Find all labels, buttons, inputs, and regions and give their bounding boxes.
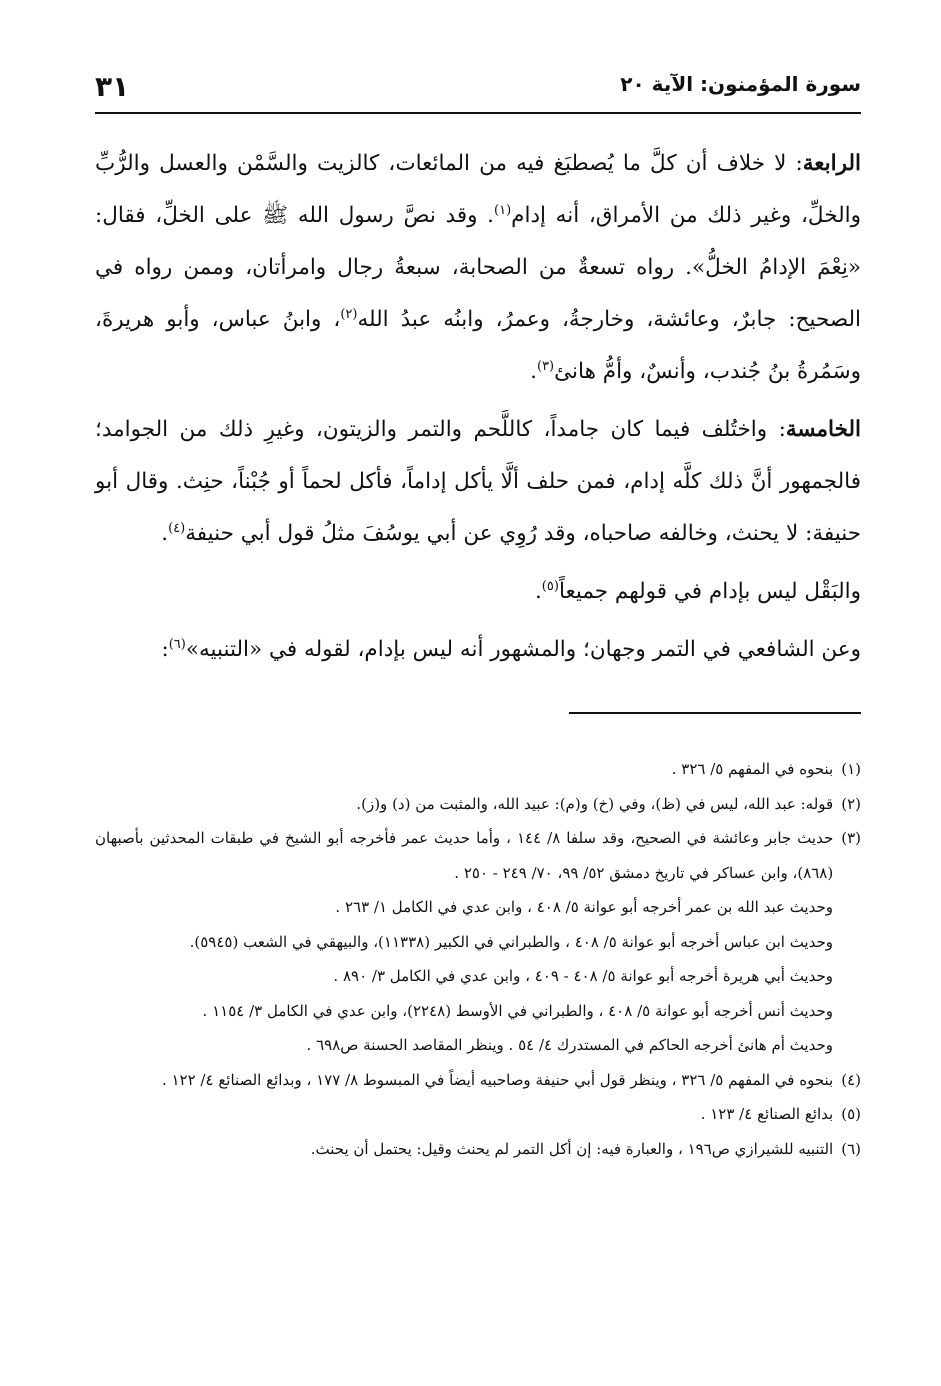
- footnote-text: وحديث أبي هريرة أخرجه أبو عوانة ٥/ ٤٠٨ - ٤٠٩ ، وابن عدي في الكامل ٣/ ٨٩٠ .: [333, 967, 833, 985]
- paragraph-text: .: [161, 521, 169, 546]
- body-paragraph: [95, 138, 861, 398]
- footnote-text: حديث جابر وعائشة في الصحيح، وقد سلفا ٨/ ١٤٤ ، وأما حديث عمر فأخرجه أبو الشيخ في طبقات المحدثين بأصبهان (٨٦٨)، وابن عساكر في تاريخ دمشق ٥٢/ ٩٩، ٧٠/ ٢٤٩ - ٢٥٠ .: [95, 829, 834, 882]
- footnote: [95, 959, 833, 994]
- footnote: [95, 1063, 861, 1098]
- footnote-number: (٦): [841, 1139, 861, 1158]
- footnote-text: وحديث أنس أخرجه أبو عوانة ٥/ ٤٠٨ ، والطبراني في الأوسط (٢٢٤٨)، وابن عدي في الكامل ٣/ ١١٥٤ .: [202, 1001, 833, 1020]
- footnote-text: وحديث عبد الله بن عمر أخرجه أبو عوانة ٥/ ٤٠٨ ، وابن عدي في الكامل ١/ ٢٦٣ .: [335, 898, 833, 916]
- paragraph-text: . وقد نصَّ رسول الله ﷺ على الخلِّ، فقال: «نِعْمَ الإدامُ الخلُّ». رواه تسعةٌ من الصحابة، سبعةُ رجال وامرأتان، وممن رواه في الصحيح: جابرٌ، وعائشة، وخارجةُ، وعمرُ، وابنُه عبدُ الله: [95, 203, 861, 332]
- footnote: [95, 890, 833, 925]
- footnote-number: (٢): [841, 794, 861, 813]
- paragraph-lead: الخامسة: [785, 417, 861, 442]
- body-paragraph: [95, 566, 861, 618]
- footnote-number: (١): [841, 760, 861, 778]
- footnote-text: بنحوه في المفهم ٥/ ٣٢٦ .: [671, 760, 834, 778]
- footnote: [95, 787, 861, 822]
- footnote-marker[interactable]: (٢): [340, 306, 358, 322]
- footnote-text: التنبيه للشيرازي ص١٩٦ ، والعبارة فيه: إن أكل التمر لم يحنث وقيل: يحتمل أن يحنث.: [310, 1139, 834, 1158]
- paragraph-text: ، وابنُ عباس، وأبو هريرةَ، وسَمُرةُ بنُ جُندب، وأنسٌ، وأمُّ هانئ: [95, 307, 861, 384]
- footnote-marker[interactable]: (٥): [541, 578, 559, 594]
- paragraph-text: .: [534, 579, 542, 604]
- footnote-marker[interactable]: (١): [494, 202, 512, 218]
- footnote: [95, 821, 861, 890]
- main-text: [95, 138, 861, 676]
- footnote-number: (٤): [841, 1070, 861, 1089]
- body-paragraph: [95, 624, 861, 676]
- header-rule: [95, 112, 861, 114]
- footnote-number: (٣): [841, 829, 861, 847]
- body-paragraph: [95, 404, 861, 560]
- footnote-separator: [569, 712, 861, 714]
- footnote-text: بدائع الصنائع ٤/ ١٢٣ .: [700, 1105, 834, 1123]
- footnote: [95, 1132, 861, 1167]
- footnote-text: وحديث ابن عباس أخرجه أبو عوانة ٥/ ٤٠٨ ، والطبراني في الكبير (١١٣٣٨)، والبيهقي في الشعب (٥٩٤٥).: [189, 932, 833, 951]
- paragraph-lead: الرابعة: [802, 151, 861, 176]
- footnote: [95, 752, 861, 787]
- paragraph-text: وعن الشافعي في التمر وجهان؛ والمشهور أنه ليس بإدام، لقوله في «التنبيه»: [185, 637, 861, 662]
- footnote: [95, 1097, 861, 1132]
- paragraph-text: .: [530, 359, 537, 384]
- footnote-text: بنحوه في المفهم ٥/ ٣٢٦ ، وينظر قول أبي حنيفة وصاحبيه أيضاً في المبسوط ٨/ ١٧٧ ، وبدائع الصنائع ٤/ ١٢٢ .: [161, 1070, 834, 1089]
- footnote-number: (٥): [841, 1105, 861, 1123]
- footnote-marker[interactable]: (٤): [168, 520, 186, 536]
- paragraph-text: :: [161, 637, 169, 662]
- footnote-marker[interactable]: (٣): [536, 358, 555, 374]
- paragraph-text: : واختُلف فيما كان جامداً، كاللَّحم والتمر والزيتون، وغيرِ ذلك من الجوامد؛ فالجمهور أنَّ ذلك كلَّه إدام، فمن حلف ألَّا يأكل إداماً، فأكل لحماً أو جُبْناً، حنِث. وقال أبو حنيفة: لا يحنث، وخالفه صاحباه، وقد رُوِي عن أبي يوسُفَ مثلُ قول أبي حنيفة: [95, 417, 861, 546]
- paragraph-text: والبَقْل ليس بإدام في قولهم جميعاً: [558, 579, 861, 604]
- page-header: [95, 70, 861, 110]
- footnotes: [95, 752, 861, 1166]
- footnote: [95, 1028, 833, 1063]
- footnote: [95, 994, 833, 1029]
- footnote-text: وحديث أم هانئ أخرجه الحاكم في المستدرك ٤/ ٥٤ . وينظر المقاصد الحسنة ص٦٩٨ .: [306, 1036, 833, 1054]
- footnote-text: قوله: عبد الله، ليس في (ظ)، وفي (خ) و(م): عبيد الله، والمثبت من (د) و(ز).: [356, 794, 834, 813]
- footnote-marker[interactable]: (٦): [168, 636, 186, 652]
- paragraph-text: : لا خلاف أن كلَّ ما يُصطبَغ فيه من المائعات، كالزيت والسَّمْن والعسل والرُّبِّ والخلِّ، وغير ذلك من الأمراق، أنه إدام: [95, 151, 861, 228]
- running-title: سورة المؤمنون: الآية ٢٠: [620, 72, 861, 96]
- page-number: ٣١: [95, 70, 130, 103]
- footnote: [95, 925, 833, 960]
